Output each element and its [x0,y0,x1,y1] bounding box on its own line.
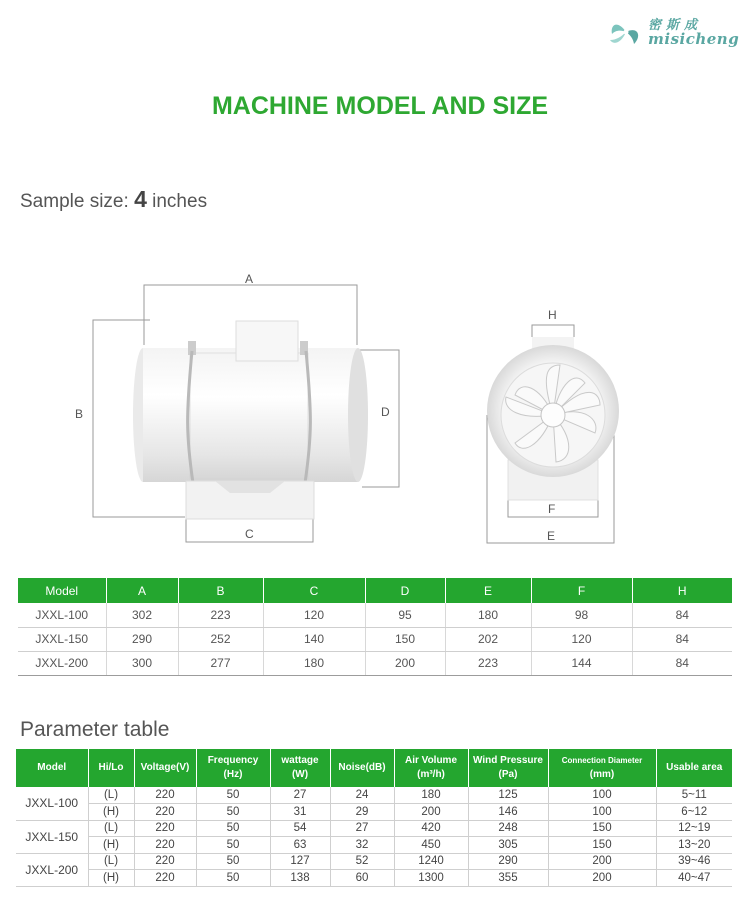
table-cell: 450 [394,837,468,854]
param-table-header [16,749,732,787]
table-cell: 200 [548,870,656,887]
parameter-table [16,749,732,887]
table-row [18,651,732,675]
dim-label-c: C [245,527,254,541]
table-cell: 40~47 [656,870,732,887]
table-cell: 63 [270,837,330,854]
param-header-cell: Wind Pressure (Pa) [468,749,548,787]
param-header-cell: Frequency (Hz) [196,749,270,787]
table-cell: 355 [468,870,548,887]
table-cell: 290 [106,627,178,651]
table-cell: 202 [445,627,531,651]
table-cell: 5~11 [656,787,732,804]
table-cell: 290 [468,853,548,870]
table-cell: 60 [330,870,394,887]
table-cell: 248 [468,820,548,837]
model-table-header-cell: H [632,578,732,603]
table-row [18,603,732,627]
table-cell: (H) [88,870,134,887]
dim-label-e: E [547,529,556,543]
table-cell: 140 [263,627,365,651]
table-cell: 29 [330,804,394,821]
page-title: MACHINE MODEL AND SIZE [211,92,549,120]
fan-side-view [133,321,368,519]
table-cell: JXXL-200 [18,651,106,675]
table-cell: 50 [196,787,270,804]
brand-name-en: misicheng [648,30,740,48]
param-header-cell: Voltage(V) [134,749,196,787]
table-cell: JXXL-150 [18,627,106,651]
table-cell: 220 [134,787,196,804]
param-header-cell: Usable area [656,749,732,787]
table-cell: (H) [88,837,134,854]
table-cell: 32 [330,837,394,854]
table-cell: 150 [548,837,656,854]
table-cell: 6~12 [656,804,732,821]
table-cell: 150 [548,820,656,837]
table-cell: 200 [548,853,656,870]
table-cell: 50 [196,870,270,887]
table-cell: 180 [394,787,468,804]
table-cell: 98 [531,603,632,627]
table-cell: 100 [548,804,656,821]
model-table-header-cell: Model [18,578,106,603]
table-cell: 220 [134,853,196,870]
product-dimension-drawing [0,255,750,555]
table-cell-model: JXXL-150 [16,820,88,853]
brand-name-cn: 密斯成 [648,18,703,33]
dim-label-a: A [245,272,254,286]
param-header-cell: Hi/Lo [88,749,134,787]
table-cell: 223 [445,651,531,675]
table-cell: 13~20 [656,837,732,854]
table-cell: 127 [270,853,330,870]
table-cell: 50 [196,837,270,854]
table-cell: 146 [468,804,548,821]
dim-label-f: F [548,502,556,516]
table-cell: 1300 [394,870,468,887]
fan-front-view [487,337,619,500]
table-cell: 180 [445,603,531,627]
table-cell: 220 [134,870,196,887]
table-cell: 220 [134,804,196,821]
sample-size-value: 4 [134,186,147,212]
model-table-header-cell: F [531,578,632,603]
table-cell: 84 [632,651,732,675]
table-cell: 220 [134,837,196,854]
param-header-cell: Noise(dB) [330,749,394,787]
model-table-header [18,578,732,603]
table-row [16,804,732,821]
table-cell: 125 [468,787,548,804]
table-cell: 12~19 [656,820,732,837]
table-cell: 302 [106,603,178,627]
model-table-header-cell: B [178,578,263,603]
param-header-cell: Connection Diameter (mm) [548,749,656,787]
table-cell: 27 [330,820,394,837]
sample-prefix: Sample size: [20,191,129,212]
table-cell: JXXL-100 [18,603,106,627]
dim-label-b: B [75,407,84,421]
model-size-table [18,578,732,676]
table-row [16,837,732,854]
table-row [16,853,732,870]
table-cell: 100 [548,787,656,804]
table-cell-model: JXXL-100 [16,787,88,820]
table-row [16,870,732,887]
table-cell-model: JXXL-200 [16,853,88,886]
brand-logo [608,14,740,50]
model-table-header-cell: A [106,578,178,603]
table-row [16,820,732,837]
table-cell: 84 [632,627,732,651]
param-header-cell: Air Volume (m³/h) [394,749,468,787]
table-cell: 120 [531,627,632,651]
table-cell: 223 [178,603,263,627]
table-cell: 24 [330,787,394,804]
table-cell: 200 [394,804,468,821]
table-cell: (L) [88,787,134,804]
table-cell: 277 [178,651,263,675]
sample-size [20,186,207,213]
table-cell: 252 [178,627,263,651]
table-cell: (H) [88,804,134,821]
table-cell: 52 [330,853,394,870]
table-cell: 180 [263,651,365,675]
parameter-table-title: Parameter table [20,718,170,741]
table-cell: (L) [88,853,134,870]
table-cell: 1240 [394,853,468,870]
param-header-cell: wattage (W) [270,749,330,787]
table-row [16,787,732,804]
table-cell: (L) [88,820,134,837]
table-cell: 31 [270,804,330,821]
table-cell: 300 [106,651,178,675]
table-cell: 220 [134,820,196,837]
table-cell: 50 [196,853,270,870]
table-cell: 39~46 [656,853,732,870]
table-cell: 50 [196,804,270,821]
table-cell: 84 [632,603,732,627]
table-cell: 27 [270,787,330,804]
table-cell: 120 [263,603,365,627]
fan-illustration [0,255,750,555]
table-cell: 138 [270,870,330,887]
table-cell: 420 [394,820,468,837]
param-header-cell: Model [16,749,88,787]
model-table-header-cell: D [365,578,445,603]
table-cell: 200 [365,651,445,675]
table-cell: 144 [531,651,632,675]
table-row [18,627,732,651]
dim-label-h: H [548,308,557,322]
table-cell: 54 [270,820,330,837]
table-cell: 95 [365,603,445,627]
sample-unit: inches [152,191,208,212]
table-cell: 305 [468,837,548,854]
table-cell: 50 [196,820,270,837]
table-cell: 150 [365,627,445,651]
model-table-header-cell: E [445,578,531,603]
fan-leaf-logo-icon [608,16,644,48]
model-table-header-cell: C [263,578,365,603]
dim-label-d: D [381,405,390,419]
